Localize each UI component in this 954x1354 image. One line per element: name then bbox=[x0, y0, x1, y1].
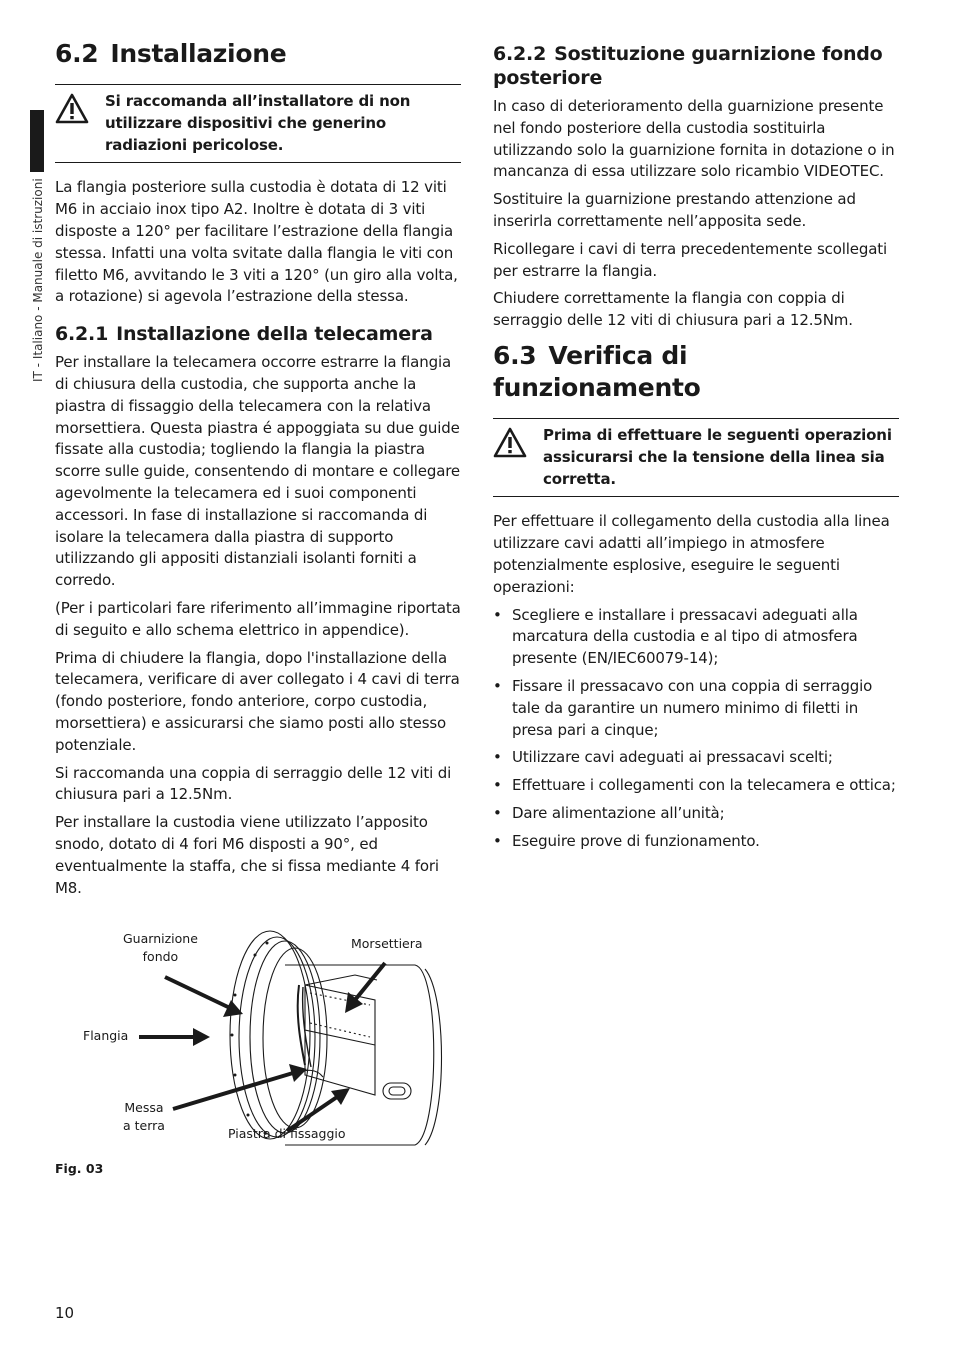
list-item: • Dare alimentazione all’unità; bbox=[493, 803, 899, 825]
label-line: Messa bbox=[124, 1100, 164, 1115]
list-item: • Fissare il pressacavo con una coppia di serraggio tale da garantire un numero minimo di filetti in presa pari a cinque; bbox=[493, 676, 899, 741]
warning-text: Si raccomanda all’installatore di non utilizzare dispositivi che generino radiazioni pericolose. bbox=[105, 92, 411, 154]
warning-icon bbox=[493, 425, 543, 463]
paragraph: La flangia posteriore sulla custodia è dotata di 12 viti M6 in acciaio inox tipo A2. Inoltre è dotata di 3 viti disposte a 120° per facilitare l’estrazione della flangia stessa. Infatti una volta svitate dalla flangia le viti con filetto M6, avvitando le 3 viti a 120° (un giro alla volta, a rotazione) si agevola l’estrazione della stessa. bbox=[55, 178, 458, 306]
paragraph: In caso di deterioramento della guarnizione presente nel fondo posteriore della custodia sostituirla utilizzando solo la guarnizione fornita in dotazione o in mancanza di essa utilizzare solo ricambio VIDEOTEC. bbox=[493, 97, 895, 181]
section-number: 6.2 bbox=[55, 39, 99, 68]
left-column bbox=[55, 38, 461, 905]
right-column bbox=[493, 38, 899, 859]
list-item: • Scegliere e installare i pressacavi adeguati alla marcatura della custodia e al tipo di atmosfera presente (EN/IEC60079-14); bbox=[493, 605, 899, 670]
subsection-heading-6-2-2 bbox=[493, 42, 899, 90]
paragraph: Sostituire la guarnizione prestando attenzione ad inserirla correttamente nell’apposita sede. bbox=[493, 190, 856, 230]
label-morsettiera: Morsettiera bbox=[351, 936, 423, 951]
list-item: • Utilizzare cavi adeguati ai pressacavi scelti; bbox=[493, 747, 899, 769]
paragraph: Prima di chiudere la flangia, dopo l'installazione della telecamera, verificare di aver collegato i 4 cavi di terra (fondo posteriore, fondo anteriore, corpo custodia, morsettiera) e assicurarsi che siamo posti allo stesso potenziale. bbox=[55, 648, 460, 754]
label-piastra: Piastra di fissaggio bbox=[228, 1126, 346, 1141]
subsection-number: 6.2.1 bbox=[55, 323, 109, 346]
label-guarnizione bbox=[123, 930, 198, 966]
section-heading-6-3 bbox=[493, 340, 899, 404]
section-title: Verifica di funzionamento bbox=[493, 340, 701, 402]
label-line: Guarnizione bbox=[123, 931, 198, 946]
list-item: • Effettuare i collegamenti con la telecamera e ottica; bbox=[493, 775, 899, 797]
subsection-number: 6.2.2 bbox=[493, 43, 547, 65]
warning-box bbox=[55, 84, 461, 163]
section-title: Installazione bbox=[110, 39, 287, 68]
paragraph: Chiudere correttamente la flangia con coppia di serraggio delle 12 viti di chiusura pari a 12.5Nm. bbox=[493, 289, 853, 330]
sidebar-marker bbox=[30, 110, 44, 172]
section-number: 6.3 bbox=[493, 340, 537, 370]
paragraph: Per effettuare il collegamento della custodia alla linea utilizzare cavi adatti all’impiego in atmosfere potenzialmente esplosive, eseguire le seguenti operazioni: bbox=[493, 512, 890, 596]
paragraph: Per installare la custodia viene utilizzato l’apposito snodo, dotato di 4 fori M6 disposti a 90°, ed eventualmente la staffa, che si fissa mediante 4 fori M8. bbox=[55, 813, 439, 897]
warning-text: Prima di effettuare le seguenti operazioni assicurarsi che la tensione della linea sia corretta. bbox=[543, 425, 892, 488]
section-heading-6-2 bbox=[55, 38, 461, 70]
subsection-heading-6-2-1 bbox=[55, 322, 461, 346]
label-flangia: Flangia bbox=[83, 1028, 129, 1043]
label-line: fondo bbox=[142, 949, 179, 964]
paragraph: (Per i particolari fare riferimento all’immagine riportata di seguito e allo schema elettrico in appendice). bbox=[55, 598, 461, 639]
sidebar-label: IT - Italiano - Manuale di istruzioni bbox=[31, 178, 45, 382]
paragraph: Ricollegare i cavi di terra precedentemente scollegati per estrarre la flangia. bbox=[493, 239, 888, 280]
subsection-title: Installazione della telecamera bbox=[116, 323, 433, 346]
paragraph: Si raccomanda una coppia di serraggio delle 12 viti di chiusura pari a 12.5Nm. bbox=[55, 763, 452, 804]
list-item: • Eseguire prove di funzionamento. bbox=[493, 831, 899, 853]
figure-caption: Fig. 03 bbox=[55, 1161, 104, 1176]
label-messa-a-terra bbox=[123, 1099, 165, 1135]
page-number: 10 bbox=[55, 1304, 75, 1322]
label-line: a terra bbox=[123, 1118, 165, 1133]
warning-icon bbox=[55, 91, 105, 129]
subsection-title: Sostituzione guarnizione fondo posteriore bbox=[493, 43, 883, 89]
figure-housing-diagram bbox=[55, 925, 461, 1155]
bullet-list bbox=[493, 605, 899, 853]
paragraph: Per installare la telecamera occorre estrarre la flangia di chiusura della custodia, che supporta anche la piastra di fissaggio della telecamera con la relativa morsettiera. Questa piastra é appoggiata su due guide fissate alla custodia; togliendo la flangia la piastra scorre sulle guide, consentendo di montare e collegare agevolmente la telecamera ed i suoi componenti accessori. In fase di installazione si raccomanda di isolare la telecamera dalla piastra di supporto utilizzando gli appositi distanziali isolanti forniti a corredo. bbox=[55, 353, 461, 590]
warning-box bbox=[493, 418, 899, 497]
